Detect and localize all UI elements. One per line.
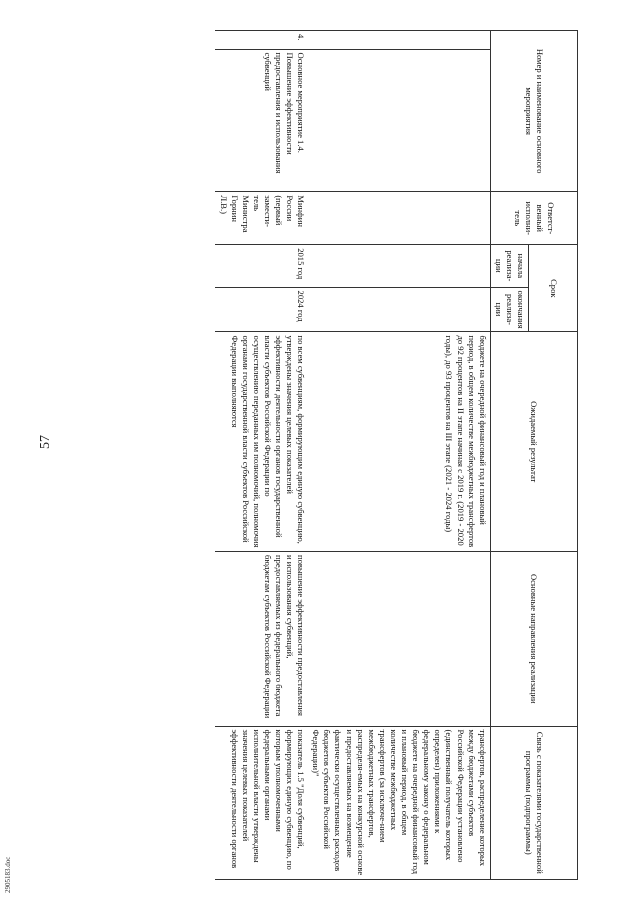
responsible-executor: Минфин России (первый замести-тель Министра Горнин Л.В.) — [215, 192, 308, 245]
header-term: Срок — [529, 245, 578, 332]
row-number: 4. — [215, 31, 308, 50]
table-container — [78, 30, 578, 880]
header-start: начала реализа-ции — [490, 245, 528, 287]
table-row — [215, 31, 308, 880]
table-header — [490, 31, 577, 880]
header-result: Ожидаемый результат — [490, 332, 577, 552]
header-name: Номер и наименование основного мероприятия — [490, 31, 577, 192]
page-number: 57 — [38, 435, 53, 449]
expected-result: по всем субвенциям, формирующим единую субвенцию, утверждены значения целевых показателей эффективности деятельности органов государственной власти субъектов Российской Федерации по осуществлению переданных им полномочий, полномочия органами государственной власти субъектов Российской Федерации выполняются — [215, 332, 308, 552]
header-responsible: Ответст-венный исполни-тель — [490, 192, 577, 245]
header-directions: Основные направления реализации — [490, 552, 577, 727]
file-id: 2905183.doc — [4, 856, 12, 893]
measures-table — [215, 30, 578, 880]
program-indicator-link: показатель 1.5 "Доля субвенций, формирующих единую субвенцию, по которым уполномоченными федеральными органами исполнительной власти утверждены значения целевых показателей эффективности деятельности органов — [215, 726, 308, 879]
end-year: 2024 год — [215, 287, 308, 332]
continued-link: трансфертов, распределение которых между бюджетами субъектов Российской Федерации установлено (единственный получатель которых определен) приложениями к федеральному закону о федеральном бюджете на очередной финансовый год и плановый период, в общем количестве межбюджетных трансфертов (за исключе-нием межбюджетных трансфертов, распределя-емых на конкурсной основе и предоставляемых на возмещение фактически осуществленных расходов бюджетов субъектов Российской Федерации)" — [308, 726, 490, 879]
header-end: окончания реализа-ции — [490, 287, 528, 332]
continued-result: бюджете на очередной финансовый год и плановый период, в общем количестве межбюджетных трансфертов до 92 процентов на II этапе начиная с 2019 г. (2019 - 2020 годы), до 93 процентов на III этапе (2021 - 2024 годы) — [308, 332, 490, 552]
measure-name: Основное мероприятие 1.4. Повышение эффективности предоставления и использования субвенций — [215, 49, 308, 192]
start-year: 2015 год — [215, 245, 308, 287]
header-link: Связь с показателями государственной программы (подпрограммы) — [490, 726, 577, 879]
table-row — [308, 31, 490, 880]
implementation-directions: повышение эффективности предоставления и использования субвенций, предоставляемых из федерального бюджета бюджетам субъектов Российской Федерации — [215, 552, 308, 727]
